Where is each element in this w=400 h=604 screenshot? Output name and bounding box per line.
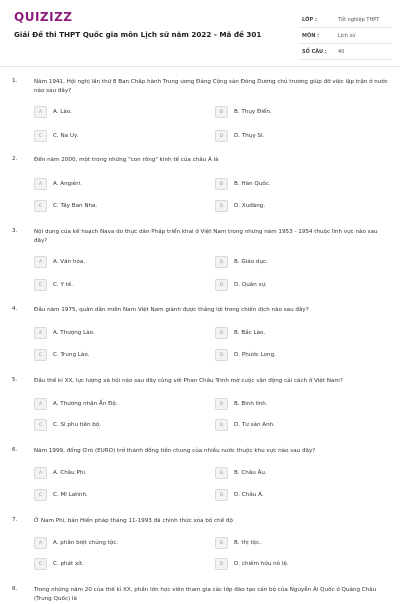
question-number: 8. bbox=[12, 586, 18, 592]
answer-option-b[interactable] bbox=[215, 178, 365, 190]
option-letter-badge: C bbox=[34, 200, 47, 212]
option-letter-badge: C bbox=[34, 349, 47, 361]
question-text: Ở Nam Phi, bản Hiến pháp tháng 11-1993 đã chính thức xóa bỏ chế độ bbox=[34, 518, 233, 524]
option-text: B. Hàn Quốc. bbox=[234, 181, 271, 187]
option-letter-badge: D bbox=[215, 558, 228, 570]
option-letter-badge: A bbox=[34, 398, 47, 410]
option-text: D. Phước Long. bbox=[234, 352, 276, 358]
option-letter-badge: B bbox=[215, 106, 228, 118]
meta-row-subject bbox=[300, 28, 392, 44]
option-letter-badge: A bbox=[34, 106, 47, 118]
option-text: A. Lào. bbox=[53, 109, 72, 115]
option-text: B. Binh lính. bbox=[234, 401, 268, 407]
option-text: A. phân biệt chủng tộc. bbox=[53, 540, 119, 546]
meta-label: SỐ CÂU : bbox=[302, 48, 327, 55]
answer-option-b[interactable] bbox=[215, 256, 365, 268]
option-text: C. phát xít. bbox=[53, 561, 84, 567]
question-text: Năm 1941, Hội nghị lần thứ 8 Ban Chấp hành Trung ương Đảng Cộng sản Đông Dương chủ trương giúp đỡ việc lập trận ở nước nào sau đây? bbox=[34, 79, 388, 94]
answer-option-c[interactable] bbox=[34, 558, 184, 570]
answer-option-a[interactable] bbox=[34, 178, 184, 190]
option-letter-badge: D bbox=[215, 200, 228, 212]
option-text: A. Angiêri. bbox=[53, 181, 82, 187]
option-letter-badge: D bbox=[215, 419, 228, 431]
option-text: A. Châu Phi. bbox=[53, 470, 87, 476]
worksheet-meta bbox=[300, 12, 392, 60]
option-text: C. Y tế. bbox=[53, 282, 74, 288]
answer-option-b[interactable] bbox=[215, 467, 365, 479]
answer-option-b[interactable] bbox=[215, 106, 365, 118]
option-letter-badge: C bbox=[34, 279, 47, 291]
question-number: 1. bbox=[12, 78, 18, 84]
option-text: C. Mĩ Latinh. bbox=[53, 492, 88, 498]
option-letter-badge: B bbox=[215, 398, 228, 410]
answer-option-a[interactable] bbox=[34, 467, 184, 479]
answer-option-c[interactable] bbox=[34, 349, 184, 361]
option-letter-badge: D bbox=[215, 279, 228, 291]
quizizz-logo: QUIZIZZ bbox=[14, 10, 73, 24]
meta-value: 40 bbox=[338, 48, 345, 55]
meta-value: Tốt nghiệp THPT bbox=[338, 16, 380, 23]
option-letter-badge: B bbox=[215, 256, 228, 268]
option-text: C. Na Uy. bbox=[53, 133, 79, 139]
option-text: D. Quân sự. bbox=[234, 282, 267, 288]
option-letter-badge: C bbox=[34, 558, 47, 570]
option-text: A. Văn hóa. bbox=[53, 259, 86, 265]
option-letter-badge: C bbox=[34, 419, 47, 431]
option-letter-badge: B bbox=[215, 537, 228, 549]
question-text: Đầu năm 1975, quân dân miền Nam Việt Nam giành được thắng lợi trong chiến dịch nào sau đây? bbox=[34, 307, 309, 313]
option-text: C. Tây Ban Nha. bbox=[53, 203, 98, 209]
answer-option-d[interactable] bbox=[215, 349, 365, 361]
question-text: Năm 1999, đồng Ơrô (EURO) trở thành đồng tiền chung của nhiều nước thuộc khu vực nào sau đây? bbox=[34, 448, 316, 454]
answer-option-c[interactable] bbox=[34, 200, 184, 212]
option-letter-badge: C bbox=[34, 489, 47, 501]
answer-option-d[interactable] bbox=[215, 200, 365, 212]
option-letter-badge: B bbox=[215, 178, 228, 190]
question-number: 3. bbox=[12, 228, 18, 234]
answer-option-c[interactable] bbox=[34, 489, 184, 501]
header-divider bbox=[0, 66, 400, 67]
question-number: 4. bbox=[12, 306, 18, 312]
option-text: B. thị tộc. bbox=[234, 540, 261, 546]
answer-option-c[interactable] bbox=[34, 279, 184, 291]
document-title: Giải Đề thi THPT Quốc gia môn Lịch sử năm 2022 - Mã đề 301 bbox=[14, 30, 262, 39]
option-letter-badge: A bbox=[34, 327, 47, 339]
answer-option-a[interactable] bbox=[34, 327, 184, 339]
question-text: Đầu thế kỉ XX, lực lượng xã hội nào sau đây cùng với Phan Châu Trinh mở cuộc vận động cải cách ở Việt Nam? bbox=[34, 378, 343, 384]
question-number: 5. bbox=[12, 377, 18, 383]
meta-row-question-count bbox=[300, 44, 392, 60]
option-text: A. Thương nhân Ấn Độ. bbox=[53, 401, 118, 407]
option-text: B. Thụy Điển. bbox=[234, 109, 272, 115]
question-text: Nội dung của kế hoạch Nava do thực dân Pháp triển khai ở Việt Nam trong những năm 1953 - 1954 thuộc lĩnh vực nào sau đây? bbox=[34, 229, 378, 244]
option-letter-badge: B bbox=[215, 327, 228, 339]
worksheet-header bbox=[0, 0, 400, 62]
option-letter-badge: D bbox=[215, 349, 228, 361]
answer-option-a[interactable] bbox=[34, 398, 184, 410]
option-letter-badge: B bbox=[215, 467, 228, 479]
option-letter-badge: A bbox=[34, 467, 47, 479]
meta-value: Lịch sử bbox=[338, 32, 356, 39]
question-text: Trong những năm 20 của thế kỉ XX, phần lớn học viên tham gia các lớp đào tạo cán bộ của Nguyễn Ái Quốc ở Quảng Châu (Trung Quốc) là bbox=[34, 587, 377, 602]
question-number: 6. bbox=[12, 447, 18, 453]
meta-label: LỚP : bbox=[302, 16, 317, 23]
option-letter-badge: A bbox=[34, 178, 47, 190]
option-letter-badge: A bbox=[34, 537, 47, 549]
answer-option-a[interactable] bbox=[34, 106, 184, 118]
option-text: B. Châu Âu. bbox=[234, 470, 267, 476]
answer-option-d[interactable] bbox=[215, 558, 365, 570]
answer-option-d[interactable] bbox=[215, 130, 365, 142]
question-number: 2. bbox=[12, 156, 18, 162]
option-text: B. Giáo dục. bbox=[234, 259, 268, 265]
option-letter-badge: D bbox=[215, 489, 228, 501]
answer-option-d[interactable] bbox=[215, 419, 365, 431]
answer-option-b[interactable] bbox=[215, 327, 365, 339]
answer-option-a[interactable] bbox=[34, 256, 184, 268]
option-letter-badge: A bbox=[34, 256, 47, 268]
question-number: 7. bbox=[12, 517, 18, 523]
answer-option-c[interactable] bbox=[34, 130, 184, 142]
answer-option-a[interactable] bbox=[34, 537, 184, 549]
answer-option-b[interactable] bbox=[215, 398, 365, 410]
meta-label: MÔN : bbox=[302, 32, 320, 39]
option-letter-badge: C bbox=[34, 130, 47, 142]
answer-option-c[interactable] bbox=[34, 419, 184, 431]
option-text: C. Sĩ phu tiến bộ. bbox=[53, 422, 102, 428]
option-text: D. Thụy Sĩ. bbox=[234, 133, 265, 139]
option-text: B. Bắc Lào. bbox=[234, 330, 266, 336]
meta-row-class bbox=[300, 12, 392, 28]
question-text: Đến năm 2000, một trong những "con rồng" kinh tế của châu Á là bbox=[34, 157, 219, 163]
answer-option-d[interactable] bbox=[215, 279, 365, 291]
option-text: C. Trung Lào. bbox=[53, 352, 90, 358]
option-text: D. Xuđăng. bbox=[234, 203, 266, 209]
option-letter-badge: D bbox=[215, 130, 228, 142]
option-text: A. Thượng Lào. bbox=[53, 330, 95, 336]
option-text: D. Tư sản Anh. bbox=[234, 422, 275, 428]
answer-option-d[interactable] bbox=[215, 489, 365, 501]
option-text: D. Châu Á. bbox=[234, 492, 264, 498]
answer-option-b[interactable] bbox=[215, 537, 365, 549]
option-text: D. chiếm hữu nô lệ. bbox=[234, 561, 289, 567]
